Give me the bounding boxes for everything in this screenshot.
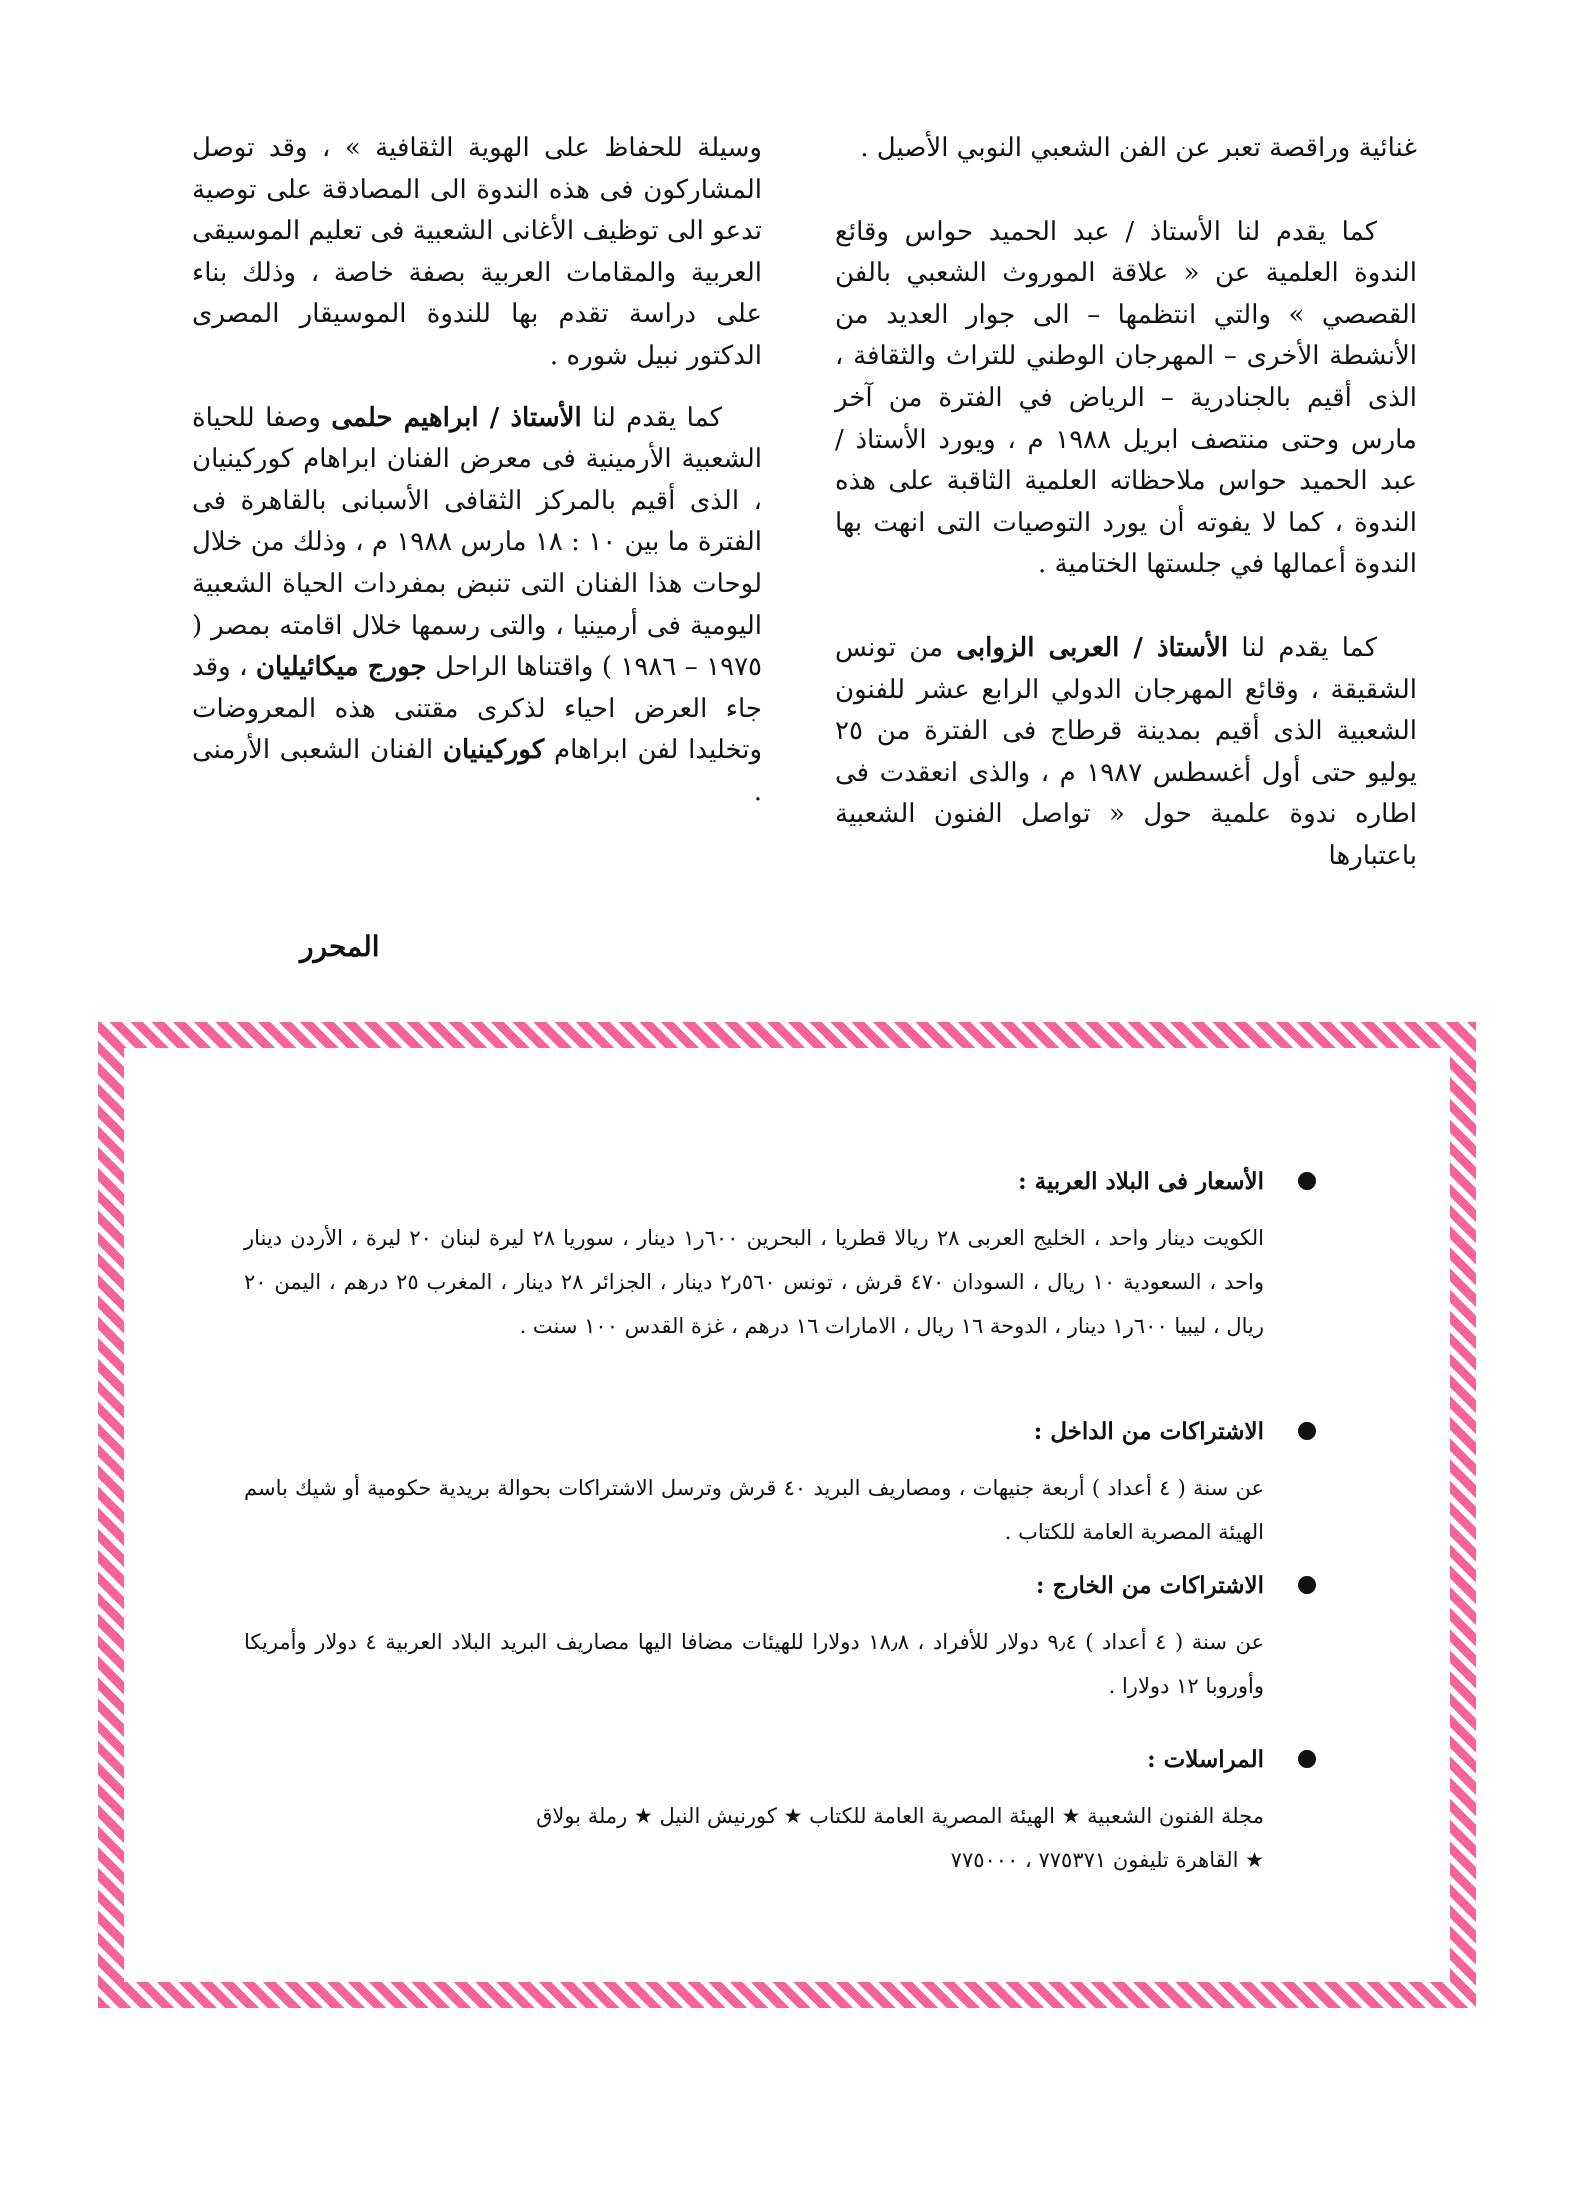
right-text-column bbox=[835, 128, 1417, 878]
section-arab-prices bbox=[244, 1162, 1264, 1348]
section-foreign-subscriptions bbox=[244, 1566, 1264, 1708]
bullet-icon bbox=[1298, 1750, 1316, 1768]
paragraph-prefix: كما يقدم لنا bbox=[1241, 632, 1378, 663]
paragraph-symposium-conclusion: وسيلة للحفاظ على الهوية الثقافية » ، وقد توصل المشاركون فى هذه الندوة الى المصادقة على توصية تدعو الى توظيف الأغانى الشعبية فى تعليم الموسيقى العربية والمقامات العربية بصفة خاصة ، وذلك بناء على دراسة تقدم بها للندوة الموسيقار المصرى الدكتور نبيل شوره . bbox=[192, 133, 762, 371]
person-name-korkinian: كوركينيان bbox=[442, 735, 545, 766]
paragraph-text: وصفا للحياة الشعبية الأرمينية فى معرض الفنان ابراهام كوركينيان ، الذى أقيم بالمركز الثقافى الأسبانى بالقاهرة فى الفترة ما بين ١٠ : ١٨ مارس ١٩٨٨ م ، وذلك من خلال لوحات هذا الفنان التى تنبض بمفردات الحياة الشعبية اليومية فى أرمينيا ، والتى رسمها خلال اقامته بمصر ( ١٩٧٥ – ١٩٨٦ ) واقتناها الراحل bbox=[192, 402, 762, 683]
section-heading: الأسعار فى البلاد العربية : bbox=[1018, 1168, 1264, 1195]
section-heading: الاشتراكات من الداخل : bbox=[1033, 1418, 1264, 1445]
section-domestic-subscriptions bbox=[244, 1412, 1264, 1554]
paragraph-hawas-symposium: كما يقدم لنا الأستاذ / عبد الحميد حواس وقائع الندوة العلمية عن « علاقة الموروث الشعبي بالفن القصصي » والتي انتظمها – الى جوار العديد من الأنشطة الأخرى – المهرجان الوطني للتراث والثقافة ، الذى أقيم بالجنادرية – الرياض في الفترة من آخر مارس وحتى منتصف ابريل ١٩٨٨ م ، ويورد الأستاذ / عبد الحميد حواس ملاحظاته العلمية الثاقبة على هذه الندوة ، كما لا يفوته أن يورد التوصيات التى انهت بها الندوة أعمالها في جلستها الختامية . bbox=[835, 216, 1417, 580]
author-name-zawabi: الأستاذ / العربى الزوابى bbox=[956, 632, 1229, 663]
bullet-icon bbox=[1298, 1422, 1316, 1440]
section-correspondence bbox=[244, 1740, 1264, 1882]
section-body: عن سنة ( ٤ أعداد ) ٩٫٤ دولار للأفراد ، ١٨٫٨ دولارا للهيئات مضافا اليها مصاريف البريد البلاد العربية ٤ دولار وأمريكا وأوروبا ١٢ دولارا . bbox=[244, 1630, 1264, 1698]
editor-signature: المحرر bbox=[300, 930, 380, 963]
section-body: الكويت دينار واحد ، الخليج العربى ٢٨ ريالا قطريا ، البحرين ٦٠٠ر١ دينار ، سوريا ٢٨ ليرة لبنان ٢٠ ليرة ، الأردن دينار واحد ، السعودية ١٠ ريال ، السودان ٤٧٠ قرش ، تونس ٥٦٠ر٢ دينار ، الجزائر ٢٨ دينار ، المغرب ٢٥ درهم ، اليمن ٢٠ ريال ، ليبيا ٦٠٠ر١ دينار ، الدوحة ١٦ ريال ، الامارات ١٦ درهم ، غزة القدس ١٠٠ سنت . bbox=[244, 1226, 1265, 1338]
correspondence-address: مجلة الفنون الشعبية ★ الهيئة المصرية العامة للكتاب ★ كورنيش النيل ★ رملة بولاق bbox=[536, 1804, 1264, 1828]
author-name-helmy: الأستاذ / ابراهيم حلمى bbox=[331, 402, 582, 433]
paragraph-text: من تونس الشقيقة ، وقائع المهرجان الدولي الرابع عشر للفنون الشعبية الذى أقيم بمدينة قرطاج فى الفترة من ٢٥ يوليو حتى أول أغسطس ١٩٨٧ م ، والذى انعقدت فى اطاره ندوة علمية حول « تواصل الفنون الشعبية باعتبارها bbox=[835, 632, 1418, 871]
person-name-mikailian: جورج ميكائيليان bbox=[255, 652, 427, 683]
paragraph-helmy-exhibition bbox=[192, 398, 762, 814]
section-heading: الاشتراكات من الخارج : bbox=[1036, 1572, 1264, 1599]
correspondence-phone: ★ القاهرة تليفون ٧٧٥٣٧١ ، ٧٧٥٠٠٠ bbox=[950, 1848, 1264, 1872]
info-box-content bbox=[150, 1074, 1424, 1956]
left-text-column bbox=[192, 128, 762, 814]
subscription-info-box bbox=[98, 1022, 1476, 2008]
section-heading: المراسلات : bbox=[1147, 1746, 1264, 1773]
paragraph-nubian-art: غنائية وراقصة تعبر عن الفن الشعبي النوبي الأصيل . bbox=[860, 133, 1417, 163]
bullet-icon bbox=[1298, 1172, 1316, 1190]
paragraph-text: ، وقد جاء العرض احياء لذكرى مقتنى هذه المعروضات وتخليدا لفن ابراهام bbox=[192, 652, 763, 766]
section-body: عن سنة ( ٤ أعداد ) أربعة جنيهات ، ومصاريف البريد ٤٠ قرش وترسل الاشتراكات بحوالة بريدية حكومية أو شيك باسم الهيئة المصرية العامة للكتاب . bbox=[244, 1476, 1264, 1544]
paragraph-zawabi-festival bbox=[835, 628, 1417, 878]
paragraph-prefix: كما يقدم لنا bbox=[592, 402, 722, 433]
bullet-icon bbox=[1298, 1576, 1316, 1594]
paragraph-text: الفنان الشعبى الأرمنى . bbox=[192, 735, 762, 807]
